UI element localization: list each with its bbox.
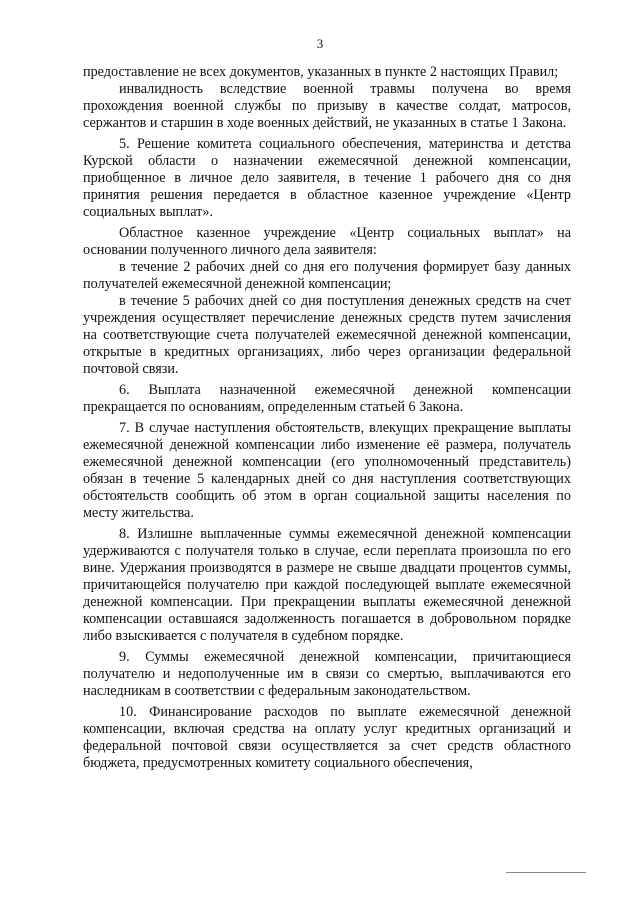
paragraph-disability: инвалидность вследствие военной травмы получена во время прохождения военной службы по призыву в качестве солдат, матросов, сержантов и старшин в ходе военных действий, не указанных в статье 1 Закона.	[83, 81, 571, 131]
footer-rule	[506, 872, 586, 873]
paragraph-database: в течение 2 рабочих дней со дня его получения формирует базу данных получателей ежемесячной денежной компенсации;	[83, 259, 571, 292]
page-number: 3	[316, 36, 324, 51]
paragraph-5: 5. Решение комитета социального обеспечения, материнства и детства Курской области о назначении ежемесячной денежной компенсации, приобщенное в личное дело заявителя, в течение 1 рабочего дня со дня принятия решения передается в областное казенное учреждение «Центр социальных выплат».	[83, 136, 571, 220]
paragraph-center-payments: Областное казенное учреждение «Центр социальных выплат» на основании полученного личного дела заявителя:	[83, 225, 571, 258]
document-body	[83, 64, 571, 772]
paragraph-8: 8. Излишне выплаченные суммы ежемесячной денежной компенсации удерживаются с получателя только в случае, если переплата произошла по его вине. Удержания производятся в размере не свыше двадцати процентов суммы, причитающейся получателю при каждой последующей выплате ежемесячной денежной компенсации. При прекращении выплаты ежемесячной денежной компенсации оставшаяся задолженность погашается в добровольном порядке либо взыскивается с получателя в судебном порядке.	[83, 526, 571, 644]
paragraph-transfer: в течение 5 рабочих дней со дня поступления денежных средств на счет учреждения осуществляет перечисление денежных средств путем зачисления на соответствующие счета получателей ежемесячной денежной компенсации, открытые в кредитных организациях, либо через организации федеральной почтовой связи.	[83, 293, 571, 377]
paragraph-continuation: предоставление не всех документов, указанных в пункте 2 настоящих Правил;	[83, 64, 559, 80]
paragraph-10: 10. Финансирование расходов по выплате ежемесячной денежной компенсации, включая средства на оплату услуг кредитных организаций и федеральной почтовой связи осуществляется за счет средств областного бюджета, предусмотренных комитету социального обеспечения,	[83, 704, 571, 771]
paragraph-6: 6. Выплата назначенной ежемесячной денежной компенсации прекращается по основаниям, определенным статьей 6 Закона.	[83, 382, 571, 415]
paragraph-7: 7. В случае наступления обстоятельств, влекущих прекращение выплаты ежемесячной денежной компенсации либо изменение её размера, получатель ежемесячной денежной компенсации (его уполномоченный представитель) обязан в течение 5 календарных дней со дня наступления соответствующих обстоятельств сообщить об этом в орган социальной защиты населения по месту жительства.	[83, 420, 571, 521]
paragraph-9: 9. Суммы ежемесячной денежной компенсации, причитающиеся получателю и недополученные им в связи со смертью, выплачиваются его наследникам в соответствии с федеральным законодательством.	[83, 649, 571, 699]
